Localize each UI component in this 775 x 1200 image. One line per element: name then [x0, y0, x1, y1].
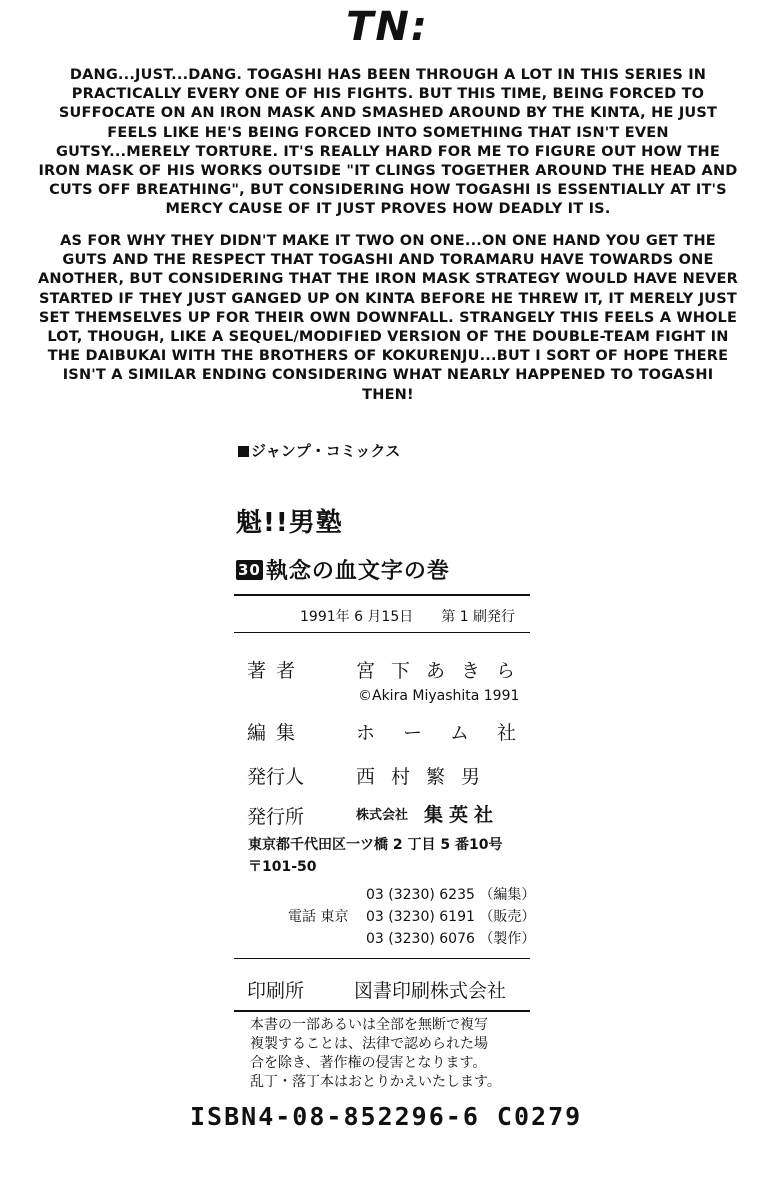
publisher-label: 発行所 [247, 806, 305, 828]
copyright: ©Akira Miyashita 1991 [358, 688, 520, 704]
publisher-prefix: 株式会社 [356, 808, 409, 823]
tn-title: TN: [346, 4, 429, 50]
notice-line: 合を除き、著作権の侵害となります。 [250, 1055, 487, 1071]
volume-title [236, 554, 450, 585]
series-label [238, 440, 400, 461]
divider [234, 958, 530, 959]
square-bullet-icon [238, 446, 249, 457]
colophon-top-rule [234, 594, 530, 596]
series-label-text: ジャンプ・コミックス [251, 442, 401, 460]
author-name: 宮下あきら [356, 660, 532, 682]
publisher-name: 集英社 [424, 804, 500, 826]
printer-name: 図書印刷株式会社 [354, 980, 507, 1002]
notice-line: 複製することは、法律で認められた場 [250, 1036, 488, 1052]
book-title: 魁!!男塾 [236, 508, 343, 538]
phone-production: 03 (3230) 6076 （製作） [366, 931, 536, 947]
phone-editorial: 03 (3230) 6235 （編集） [366, 887, 536, 903]
volume-number-badge: 30 [238, 561, 261, 579]
publisher-address: 東京都千代田区一ツ橋 2 丁目 5 番10号 [248, 837, 503, 853]
publisher-person-name: 西村繁男 [356, 766, 497, 788]
notice-line: 本書の一部あるいは全部を無断で複写 [250, 1017, 488, 1033]
phone-label: 電話 東京 [288, 909, 349, 925]
publisher-person-label: 発行人 [247, 766, 305, 788]
phone-sales: 03 (3230) 6191 （販売） [366, 909, 536, 925]
colophon-bottom-rule [234, 1010, 530, 1012]
copyright-notice [250, 1016, 540, 1092]
divider [234, 632, 530, 633]
isbn: ISBN4-08-852296-6 C0279 [190, 1102, 583, 1131]
editor-label: 編集 [247, 722, 306, 744]
notice-line: 乱丁・落丁本はおとりかえいたします。 [250, 1074, 501, 1090]
printer-label: 印刷所 [247, 980, 305, 1002]
editor-name: ホーム社 [356, 722, 545, 744]
tn-paragraph-1: DANG...JUST...DANG. TOGASHI HAS BEEN THROUGH A LOT IN THIS SERIES IN PRACTICALLY EVERY ONE OF HIS FIGHTS. BUT THIS TIME, BEING FORCED TO SUFFOCATE ON AN IRON MASK AND SMASHED AROUND BY THE KINTA, HE JUST FEELS LIKE HE'S BEING FORCED INTO SOMETHING THAT ISN'T EVEN GUTSY...MERELY TORTURE. IT'S REALLY HARD FOR ME TO FIGURE OUT HOW THE IRON MASK OF HIS WORKS OUTSIDE "IT CLINGS TOGETHER AROUND THE HEAD AND CUTS OFF BREATHING", BUT CONSIDERING HOW TOGASHI IS ESSENTIALLY AT IT'S MERCY CAUSE OF IT JUST PROVES HOW DEADLY IT IS. [38, 67, 738, 218]
postal-code: 〒101-50 [248, 859, 317, 875]
volume-title-text: 執念の血文字の巻 [265, 559, 450, 584]
publication-date: 1991年 6 月15日 第 1 刷発行 [300, 609, 516, 625]
author-label: 著者 [247, 660, 306, 682]
tn-paragraph-2: AS FOR WHY THEY DIDN'T MAKE IT TWO ON ONE...ON ONE HAND YOU GET THE GUTS AND THE RESPECT THAT TOGASHI AND TORAMARU HAVE TOWARDS ONE ANOTHER, BUT CONSIDERING THAT THE IRON MASK STRATEGY WOULD HAVE NEVER STARTED IF THEY JUST GANGED UP ON KINTA BEFORE HE THREW IT, IT MERELY JUST SET THEMSELVES UP FOR THEIR OWN DOWNFALL. STRANGELY THIS FEELS A WHOLE LOT, THOUGH, LIKE A SEQUEL/MODIFIED VERSION OF THE DOUBLE-TEAM FIGHT IN THE DAIBUKAI WITH THE BROTHERS OF KOKURENJU...BUT I SORT OF HOPE THERE ISN'T A SIMILAR ENDING CONSIDERING WHAT NEARLY HAPPENED TO TOGASHI THEN! [38, 233, 739, 403]
